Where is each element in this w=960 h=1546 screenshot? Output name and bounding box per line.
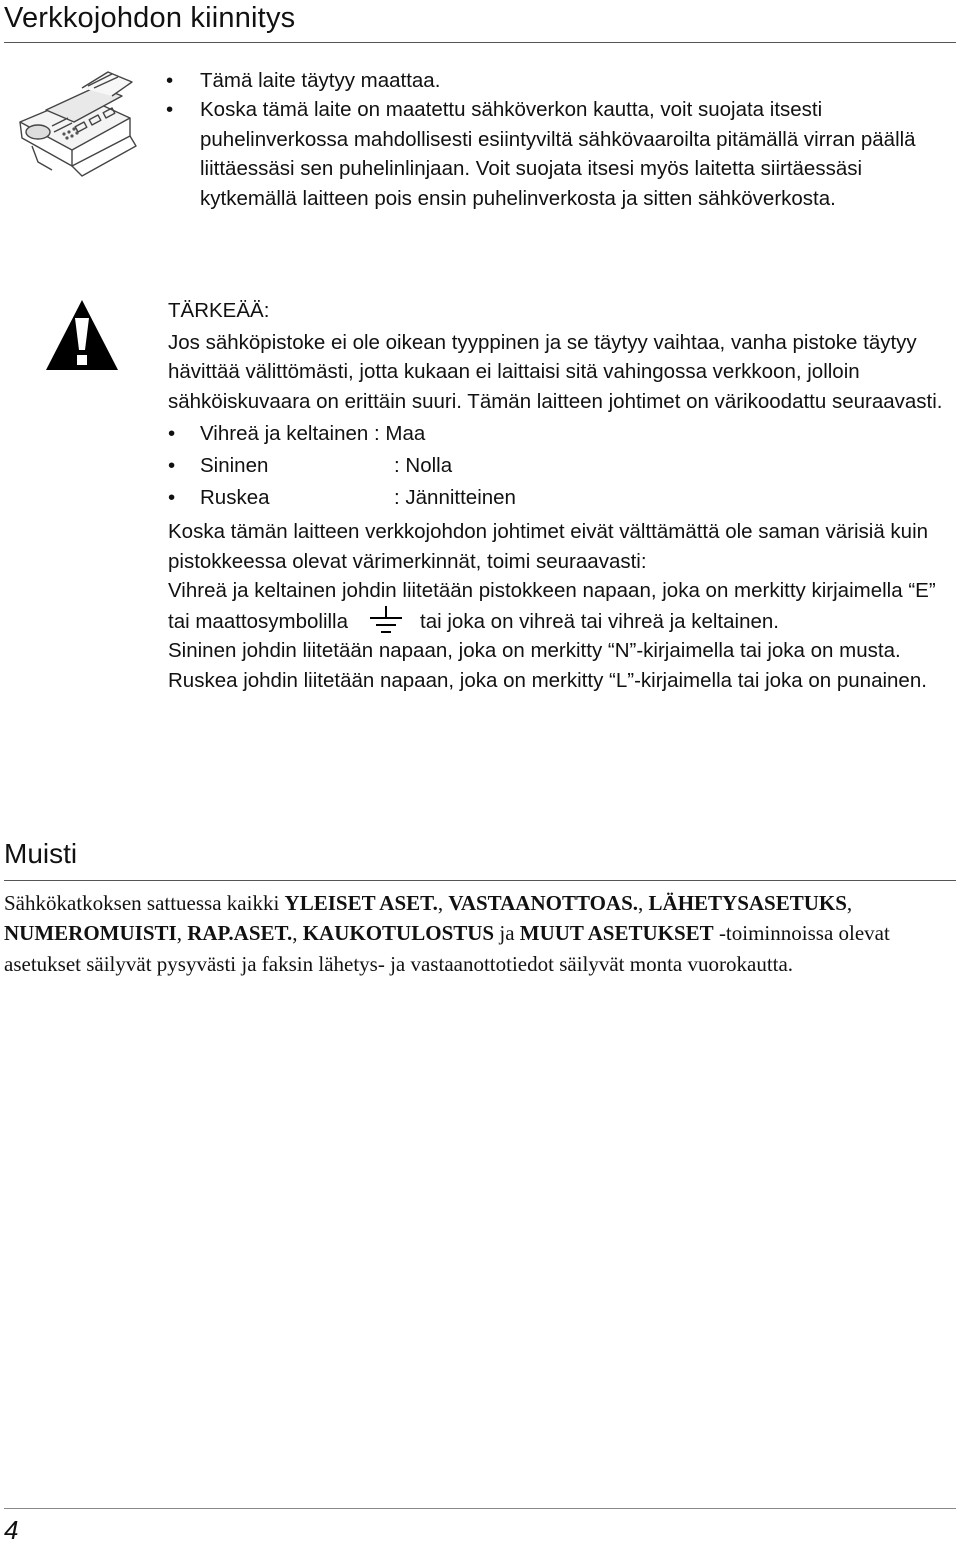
page-number: 4	[4, 1515, 19, 1545]
list-item	[168, 482, 956, 514]
menu-name: MUUT ASETUKSET	[519, 921, 714, 946]
title-divider	[4, 42, 956, 43]
ground-symbol-icon	[366, 606, 406, 634]
wire-name: Ruskea	[200, 486, 270, 509]
note-text: -toiminnoissa olevat asetukset säilyvät pysyvästi ja faksin lähetys- ja vastaanottotiedot säilyvät monta vuorokautta.	[4, 921, 890, 976]
paragraph-text: tai joka on vihreä tai vihreä ja keltainen.	[420, 609, 779, 633]
note-divider	[4, 880, 956, 881]
warning-exclamation-icon	[44, 298, 120, 374]
note-body	[4, 888, 956, 979]
bullet-text: Tämä laite täytyy maattaa.	[200, 69, 441, 92]
wire-function: : Nolla	[394, 454, 453, 477]
wire-name: Sininen	[200, 454, 269, 477]
paragraph: Ruskea johdin liitetään napaan, joka on merkitty “L”-kirjaimella tai joka on punainen.	[168, 668, 927, 692]
important-intro: Jos sähköpistoke ei ole oikean tyyppinen ja se täytyy vaihtaa, vanha pistoke täytyy hävittää välittömästi, jotta kukaan ei laittaisi sitä vahingossa verkkoon, jolloin sähköiskuvaara on erittäin suuri. Tämän laitteen johtimet on värikoodattu seuraavasti.	[168, 330, 943, 413]
important-heading: TÄRKEÄÄ:	[168, 299, 270, 322]
intro-bullet-list	[166, 66, 956, 213]
menu-name: LÄHETYSASETUKS	[648, 891, 847, 915]
fax-machine-illustration	[12, 66, 140, 182]
bullet-marker: •	[168, 454, 176, 477]
note-text: ,	[176, 921, 188, 946]
note-text: ,	[846, 891, 853, 915]
menu-name: YLEISET ASET.	[284, 891, 438, 915]
wire-name: Vihreä ja keltainen	[200, 422, 369, 445]
note-title: Muisti	[4, 838, 78, 869]
paragraph: Sininen johdin liitetään napaan, joka on merkitty “N”-kirjaimella tai joka on musta.	[168, 639, 901, 662]
bullet-text: Koska tämä laite on maatettu sähköverkon kautta, voit suojata itsesti puhelinverkossa mahdollisesti esiintyviltä sähkövaaroilta pitämällä virran päällä liittäessäsi sen puhelinlinjaan. Voit suojata itsesi myös laitetta siirtäessäsi kytkemällä laitteen pois ensin puhelinverkosta ja sitten sähköverkosta.	[200, 98, 916, 210]
footer-divider	[4, 1508, 956, 1509]
menu-name: NUMEROMUISTI	[4, 921, 177, 946]
bullet-marker: •	[166, 69, 174, 92]
note-text: ,	[437, 891, 449, 915]
menu-name: VASTAANOTTOAS.	[448, 891, 639, 915]
note-text: Sähkökatkoksen sattuessa kaikki	[4, 891, 285, 915]
bullet-marker: •	[168, 422, 176, 445]
list-item	[166, 95, 956, 213]
note-text: ,	[638, 891, 649, 915]
list-item	[168, 450, 956, 482]
paragraph: Koska tämän laitteen verkkojohdon johtimet eivät välttämättä ole saman värisiä kuin pistokkeessa olevat värimerkinnät, toimi seuraavasti:	[168, 520, 929, 573]
bullet-marker: •	[166, 98, 174, 122]
wire-function: : Maa	[374, 422, 426, 445]
important-section	[168, 296, 956, 695]
paragraph-green-wire	[168, 576, 956, 636]
wire-function: : Jännitteinen	[394, 486, 516, 509]
list-item	[166, 66, 956, 95]
page-title: Verkkojohdon kiinnitys	[4, 2, 296, 34]
note-text: ja	[494, 921, 520, 946]
note-text: ,	[292, 921, 303, 946]
paragraph-text: Vihreä ja keltainen johdin liitetään pistokkeen napaan, joka on merkitty kirjaimella “E” tai maattosymbolilla	[168, 579, 936, 633]
list-item	[168, 418, 956, 450]
menu-name: KAUKOTULOSTUS	[302, 921, 495, 946]
bullet-marker: •	[168, 486, 176, 509]
wire-color-list	[168, 418, 956, 514]
menu-name: RAP.ASET.	[187, 921, 293, 946]
